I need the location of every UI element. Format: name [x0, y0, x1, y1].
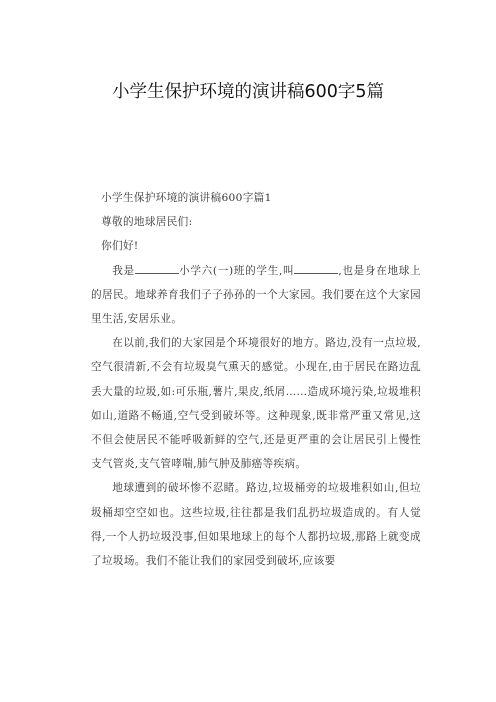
paragraph-past-and-present: 在以前,我们的大家园是个环境很好的地方。路边,没有一点垃圾,空气很清新,不会有垃圾臭气熏天的感觉。小现在,由于居民在路边乱丢大量的垃圾,如:可乐瓶,薯片,果皮,纸屑……造成环境污染,垃圾堆积如山,道路不畅通,空气受到破坏等。这种现象,既非常严重又常见,这不但会使居民不能呼吸新鲜的空气,还是更严重的会让居民引上慢性支气管炎,支气管哮喘,肺气肿及肺癌等疾病。: [91, 337, 421, 471]
document-body: [91, 186, 421, 573]
intro-text-3: ,也是身在地球上的居民。地球养育我们子子孙孙的一个大家园。我们要在这个大家园里生活,安居乐业。: [91, 264, 421, 326]
intro-text-2: 小学六(一)班的学生,叫: [178, 264, 295, 277]
document-title: 小学生保护环境的演讲稿600字5篇: [111, 82, 385, 102]
salutation: 尊敬的地球居民们:: [101, 216, 193, 229]
paragraph-introduction: [91, 259, 421, 332]
greeting: 你们好!: [101, 240, 139, 253]
paragraph-damage: 地球遭到的破坏惨不忍睹。路边,垃圾桶旁的垃圾堆积如山,但垃圾桶却空空如也。这些垃圾,往往都是我们乱扔垃圾造成的。有人觉得,一个人扔垃圾没事,但如果地球上的每个人都扔垃圾,那路上就变成了垃圾场。我们不能让我们的家园受到破坏,应该要: [91, 482, 421, 568]
intro-text-1: 我是: [112, 264, 135, 277]
blank-school-line: [135, 262, 179, 274]
blank-name-line: [294, 262, 338, 274]
section-heading: 小学生保护环境的演讲稿600字篇1: [101, 192, 272, 204]
